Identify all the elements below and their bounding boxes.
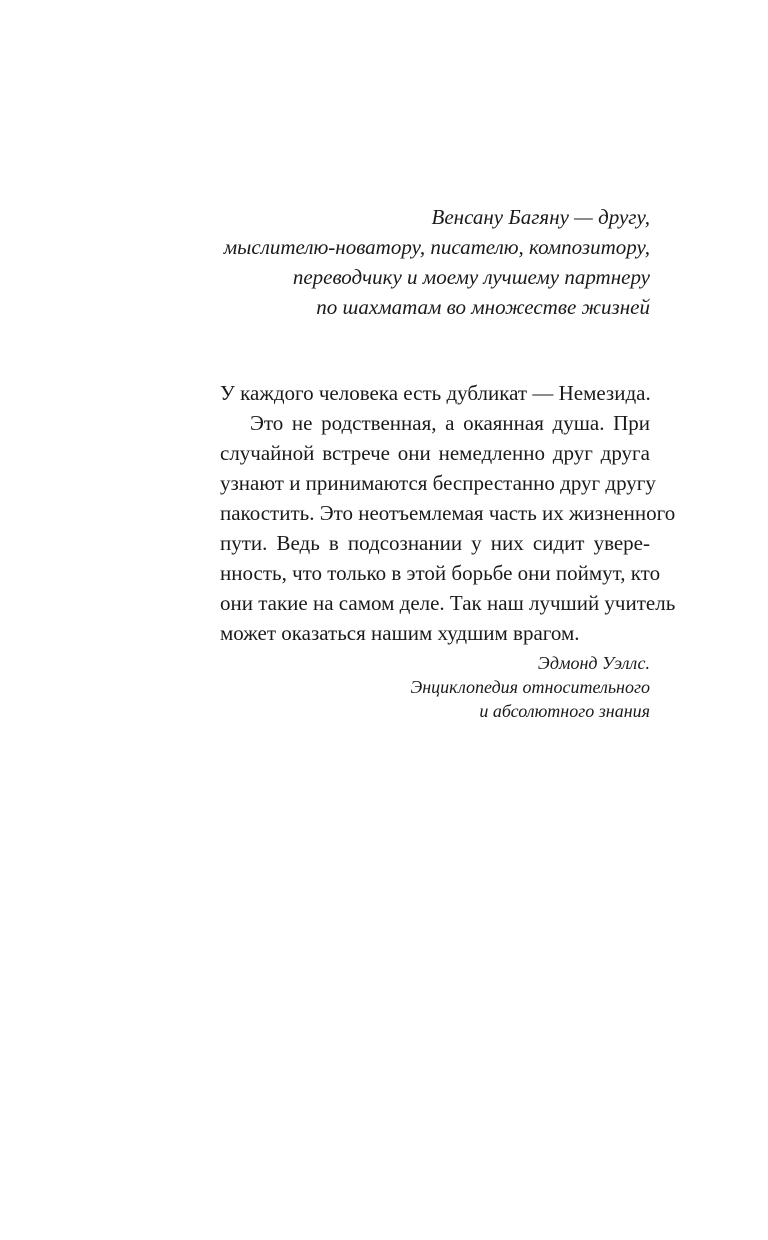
dedication-line: Венсану Багяну — другу, xyxy=(431,205,650,229)
attribution-source-line: Энциклопедия относительного xyxy=(410,677,650,697)
epigraph-attribution xyxy=(220,651,650,723)
epigraph-text xyxy=(220,378,676,648)
dedication-line: мыслителю-новатору, писателю, композитору, xyxy=(223,235,650,259)
epigraph-line: они такие на самом деле. Так наш лучший учитель xyxy=(220,591,676,615)
attribution-author: Эдмонд Уэллс. xyxy=(537,653,650,673)
epigraph-line: может оказаться нашим худшим врагом. xyxy=(220,621,580,645)
attribution-source-line: и абсолютного знания xyxy=(479,701,650,721)
epigraph-line: Это не родственная, а окаянная душа. При xyxy=(250,411,650,435)
dedication xyxy=(170,202,650,322)
epigraph-line: У каждого человека есть дубликат — Немезида. xyxy=(220,381,651,405)
epigraph xyxy=(220,378,676,723)
epigraph-line: пакостить. Это неотъемлемая часть их жизненного xyxy=(220,501,676,525)
dedication-line: переводчику и моему лучшему партнеру xyxy=(292,265,650,289)
epigraph-line: случайной встрече они немедленно друг друга xyxy=(220,441,650,465)
dedication-line: по шахматам во множестве жизней xyxy=(316,295,650,319)
epigraph-line: пути. Ведь в подсознании у них сидит увере- xyxy=(220,531,650,555)
epigraph-line: узнают и принимаются беспрестанно друг другу xyxy=(220,471,656,495)
epigraph-line: нность, что только в этой борьбе они поймут, кто xyxy=(220,561,661,585)
